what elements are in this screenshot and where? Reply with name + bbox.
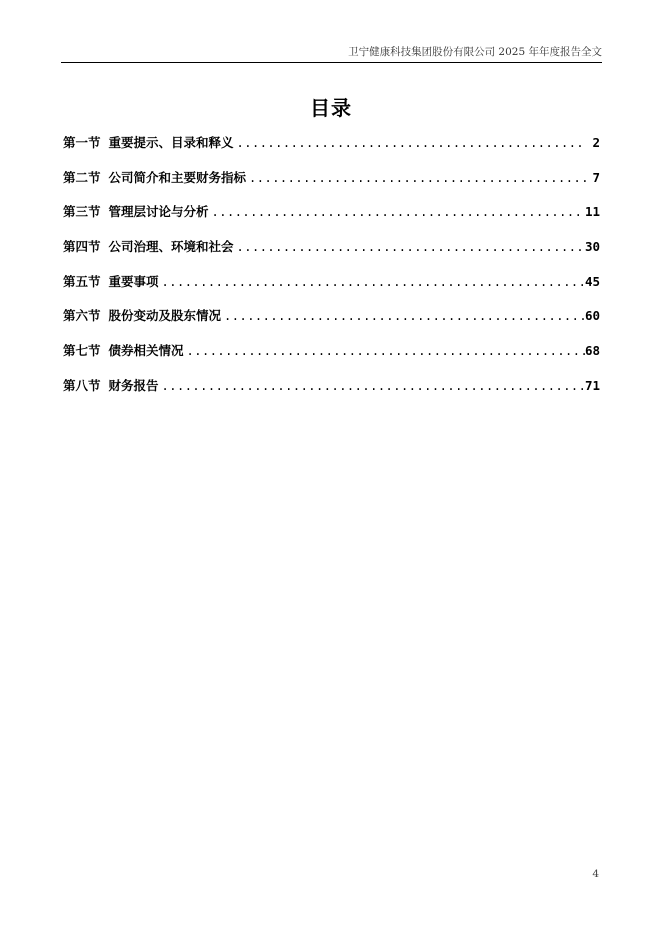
toc-page-number: 11 bbox=[584, 204, 600, 220]
toc-entry-6[interactable] bbox=[63, 306, 600, 341]
toc-entry-8[interactable] bbox=[63, 376, 600, 411]
toc-entry-5[interactable] bbox=[63, 272, 600, 307]
toc-page-number: 7 bbox=[592, 169, 600, 185]
toc-section-number: 第二节 bbox=[63, 169, 101, 185]
toc-page-number: 68 bbox=[584, 343, 600, 359]
page-title: 目录 bbox=[310, 96, 352, 120]
toc-section-title: 重要事项 bbox=[108, 273, 159, 289]
toc-leader-dots bbox=[159, 376, 585, 396]
toc-leader-dots bbox=[234, 133, 586, 153]
toc-section-title: 财务报告 bbox=[108, 377, 159, 393]
toc-section-title: 管理层讨论与分析 bbox=[108, 204, 209, 220]
toc-entry-3[interactable] bbox=[63, 202, 600, 237]
toc-page-number: 30 bbox=[584, 239, 600, 255]
toc-section-number: 第六节 bbox=[63, 308, 101, 324]
toc-leader-dots bbox=[184, 341, 585, 361]
toc-leader-dots bbox=[221, 306, 585, 326]
toc-leader-dots bbox=[159, 272, 585, 292]
page-header bbox=[61, 46, 602, 63]
toc-section-title: 股份变动及股东情况 bbox=[108, 308, 222, 324]
toc-entry-1[interactable] bbox=[63, 133, 600, 168]
toc-page-number: 71 bbox=[584, 377, 600, 393]
toc-page-number: 60 bbox=[584, 308, 600, 324]
toc-section-title: 重要提示、目录和释义 bbox=[108, 135, 234, 150]
header-title: 卫宁健康科技集团股份有限公司 2025 年年度报告全文 bbox=[348, 46, 602, 58]
toc-section-title: 公司简介和主要财务指标 bbox=[108, 169, 247, 185]
toc-entry-7[interactable] bbox=[63, 341, 600, 376]
toc-entry-2[interactable] bbox=[63, 168, 600, 203]
toc-section-number: 第七节 bbox=[63, 343, 101, 359]
toc-leader-dots bbox=[234, 237, 585, 257]
toc-section-number: 第一节 bbox=[63, 135, 101, 150]
toc-section-title: 债券相关情况 bbox=[108, 343, 184, 359]
page-number: 4 bbox=[592, 868, 599, 880]
toc-page-number: 45 bbox=[584, 273, 600, 289]
toc-section-number: 第四节 bbox=[63, 239, 101, 255]
table-of-contents bbox=[63, 133, 600, 411]
toc-entry-4[interactable] bbox=[63, 237, 600, 272]
toc-section-number: 第三节 bbox=[63, 204, 101, 220]
toc-section-number: 第五节 bbox=[63, 273, 101, 289]
toc-leader-dots bbox=[246, 168, 586, 188]
toc-section-number: 第八节 bbox=[63, 377, 101, 393]
toc-page-number: 2 bbox=[592, 135, 600, 150]
toc-leader-dots bbox=[209, 202, 585, 222]
toc-section-title: 公司治理、环境和社会 bbox=[108, 239, 234, 255]
